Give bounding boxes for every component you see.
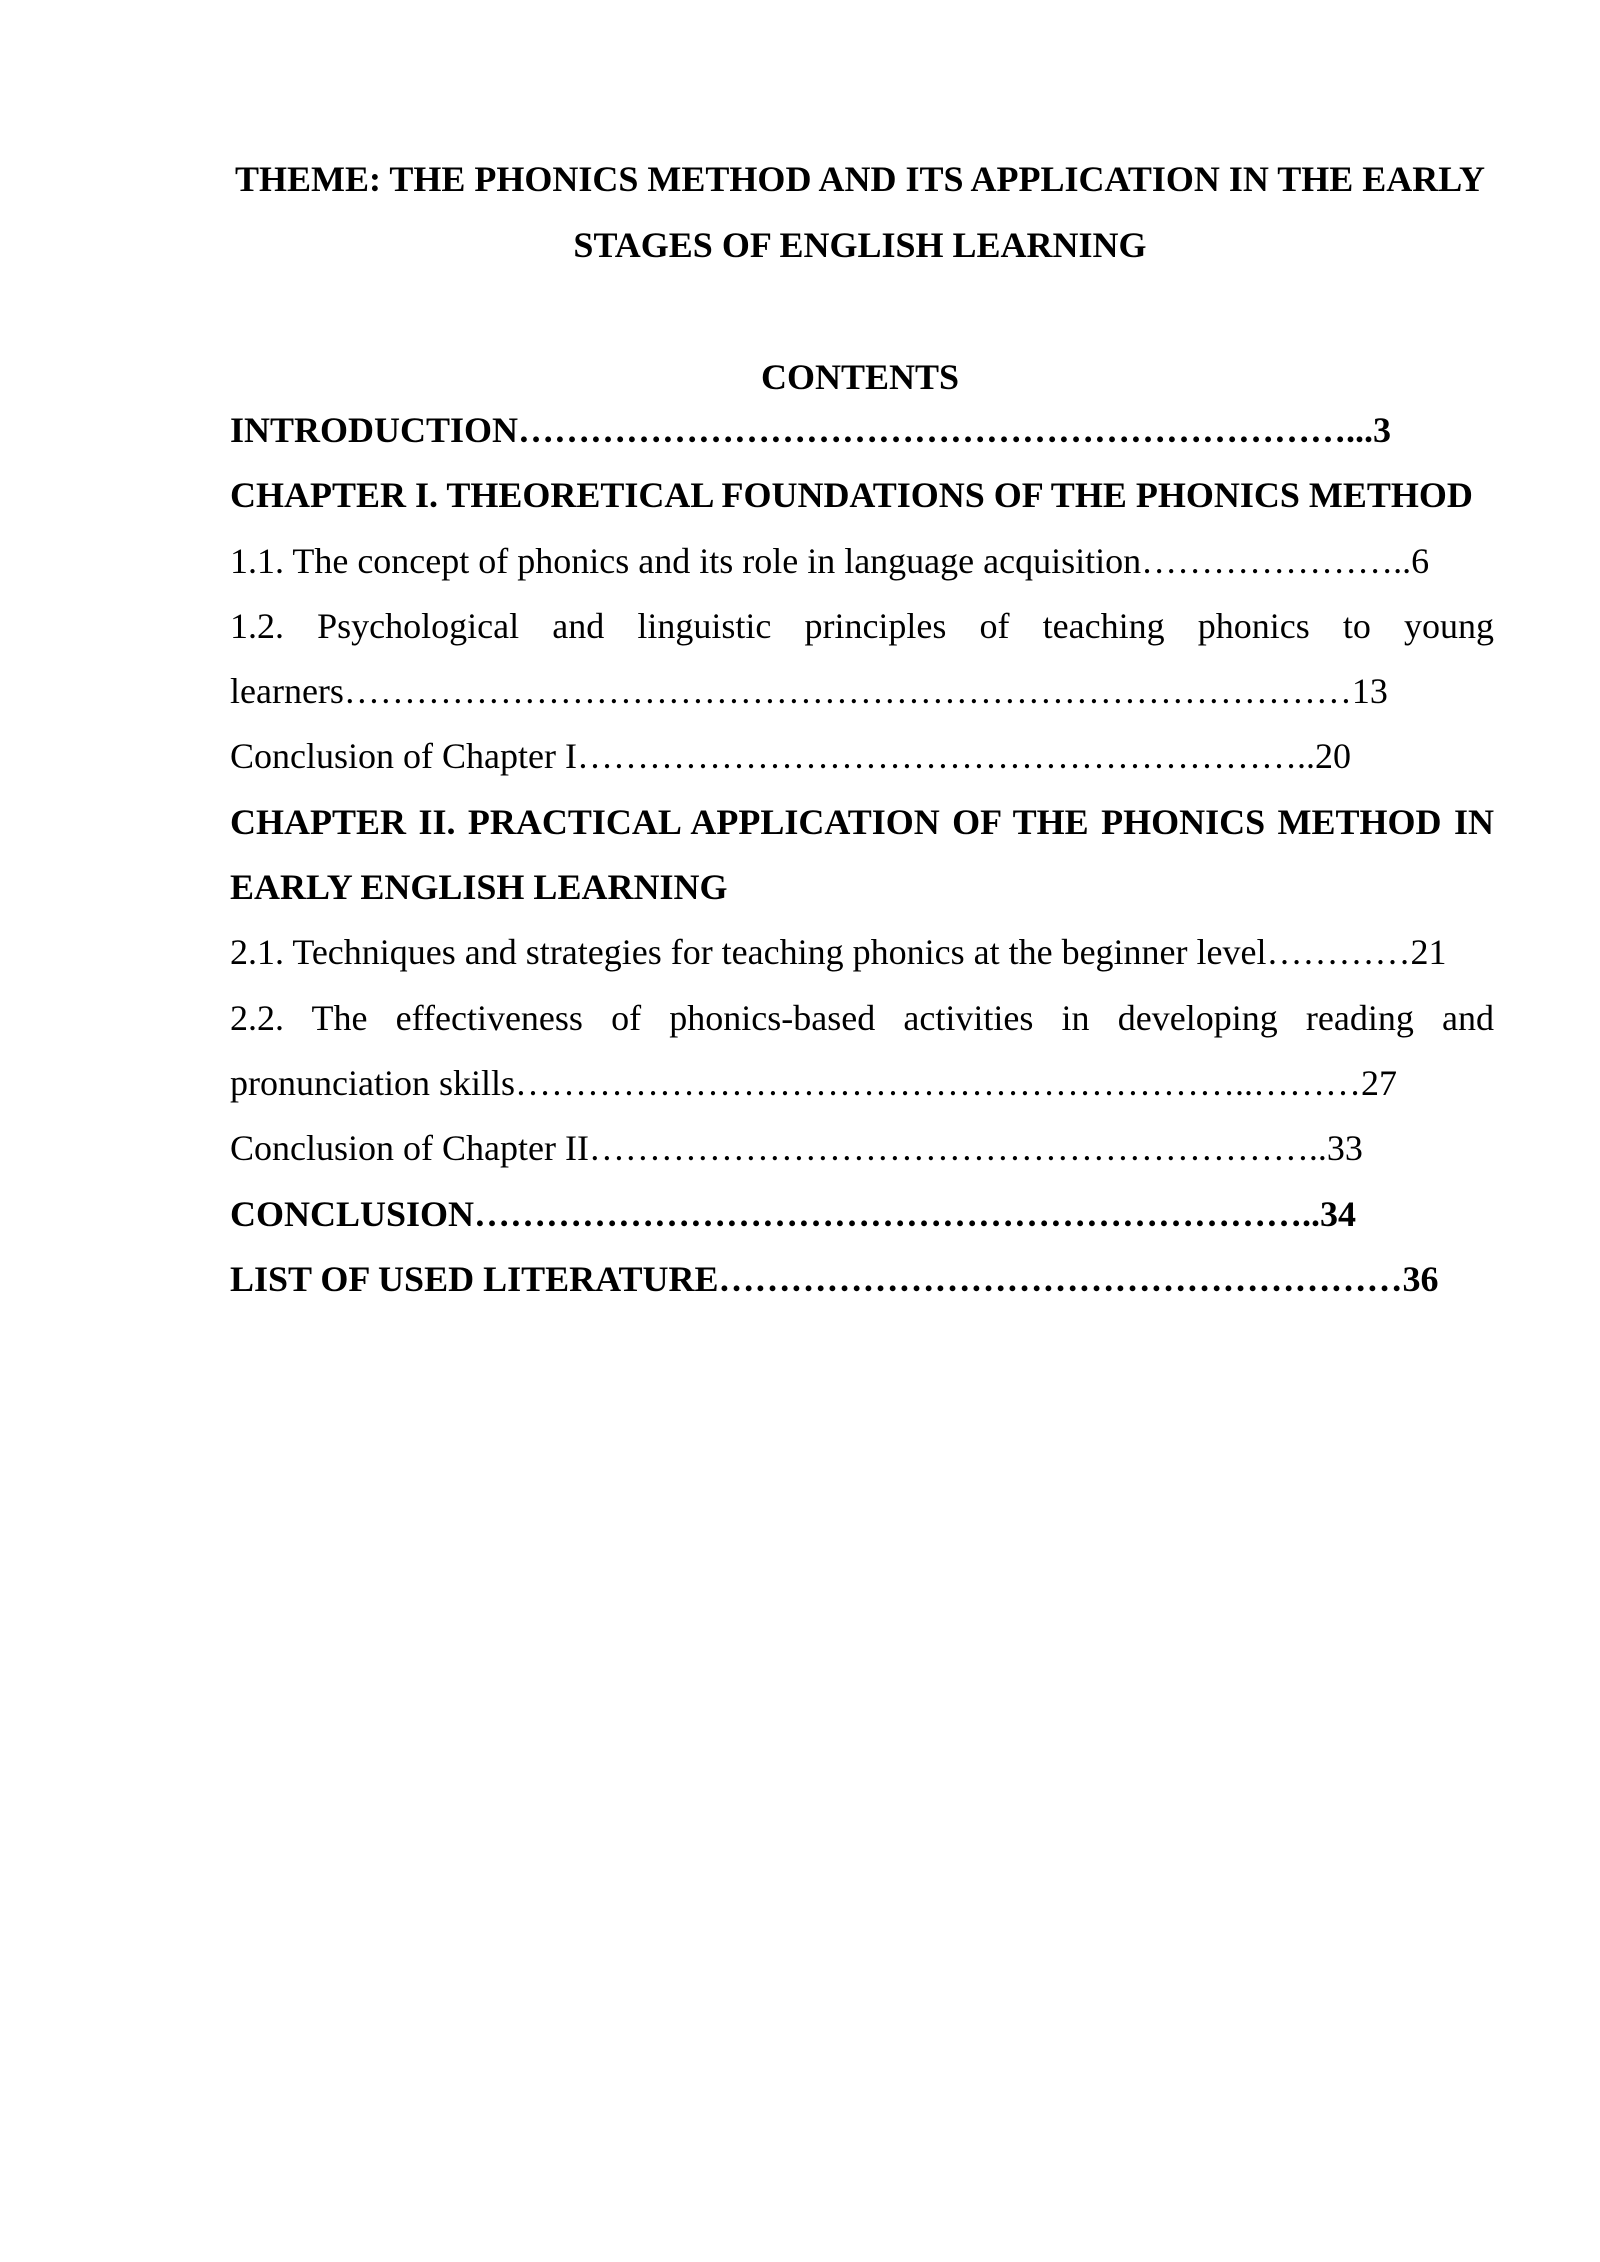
contents-heading: CONTENTS [760,357,960,397]
toc-entry-literature: LIST OF USED LITERATURE…………………………………………………36 [230,1258,1439,1299]
toc-entry-section-2-2: 2.2. The effectiveness of phonics-based activities in developing reading and pronunciation skills……………………………………………………..………27 [230,997,1494,1103]
document-theme-title: THEME: THE PHONICS METHOD AND ITS APPLICATION IN THE EARLY STAGES OF ENGLISH LEARNING [235,159,1485,265]
toc-entry-introduction: INTRODUCTION……………………………………………………………...3 [230,410,1392,450]
table-of-contents [230,398,1494,1312]
toc-entry-conclusion: CONCLUSION……………………………………………………………..34 [230,1193,1357,1234]
toc-entry-chapter-1-conclusion: Conclusion of Chapter I……………………………………………………..20 [230,736,1351,777]
toc-entry-chapter-1: CHAPTER I. THEORETICAL FOUNDATIONS OF THE PHONICS METHOD [230,475,1473,516]
toc-entry-chapter-2-conclusion: Conclusion of Chapter II……………………………………………………..33 [230,1128,1363,1169]
toc-entry-section-2-1: 2.1. Techniques and strategies for teaching phonics at the beginner level…………21 [230,932,1447,973]
toc-entry-section-1-1: 1.1. The concept of phonics and its role in language acquisition…………………..6 [230,540,1430,581]
toc-entry-chapter-2: CHAPTER II. PRACTICAL APPLICATION OF THE PHONICS METHOD IN EARLY ENGLISH LEARNING [230,801,1494,908]
toc-entry-section-1-2: 1.2. Psychological and linguistic principles of teaching phonics to young learners…………………………………………………………………………13 [230,605,1494,712]
